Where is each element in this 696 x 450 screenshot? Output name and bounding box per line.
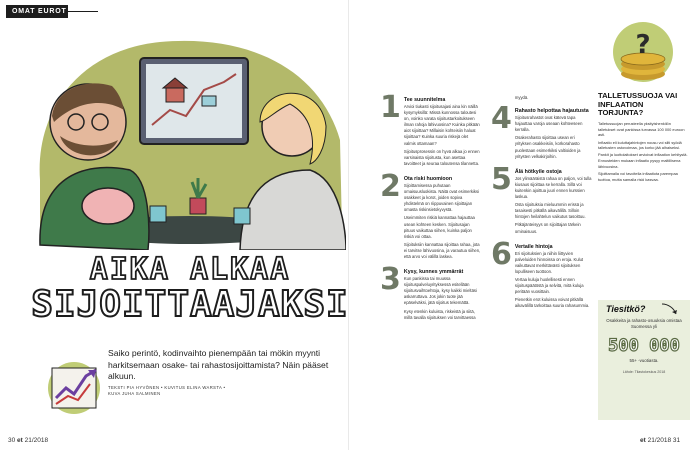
right-page-number: 31 (672, 437, 681, 444)
step-body (515, 251, 592, 310)
arrow-icon (660, 302, 680, 316)
credits-line-2: KUVA JUHA SALMINEN (108, 391, 161, 397)
headline-line-1: AIKA ALKAA (89, 252, 291, 287)
fact-box-source: Lähde: Tilastokeskus 2018 (622, 370, 666, 374)
step-title: Vertaile hintoja (514, 243, 553, 250)
step-body (515, 176, 592, 235)
step-paragraph: Osta sijoituksia mieluummin erissä ja tasaisesti pitkällä aikavälillä. Silloin hintojen heilahtelun vaikutus tasoittuu. (514, 202, 586, 220)
step-paragraph: Pienetkin erot kuluissa voivat pitkällä aikavälillä tarkoittaa suuria rahasummia. (514, 297, 590, 309)
step-number: 1 (380, 90, 401, 125)
step-body (404, 183, 481, 260)
fact-box-value: 500 000 (608, 336, 680, 356)
step-paragraph: Jos ylimääräistä rahaa on paljon, voi tulla kiusaus sijoittaa se kerralla. Sillä voi kuitenkin ajoittua juuri ennen kurssien laskua. (514, 175, 592, 200)
right-page-footer (640, 437, 680, 444)
house-icon (166, 88, 184, 102)
step-number: 3 (380, 262, 401, 298)
sidebar-paragraph: Talletussuojan perusteella yksityishenkilön talletukset ovat pankissa turvassa 100 000 euroon asti. (598, 121, 685, 138)
step-5 (491, 161, 592, 237)
step-title: Rahasto helpottaa hajautusta (514, 108, 589, 115)
step-body (404, 104, 481, 167)
right-magazine-name: et (640, 437, 646, 444)
hero-illustration (20, 30, 346, 250)
step-paragraph: Sijoittamisessa puhutaan omaisuusluokista. Näitä ovat esimerkiksi osakkeet ja korot, joiden sopiva yhdistelmä on riippuvainen sijoittajan omasta riskinsietokyvystä. (403, 182, 480, 213)
sidebar (598, 20, 688, 184)
step-title: Kysy, kunnes ymmärrät (403, 269, 464, 276)
step-paragraph: Eri sijoituksien ja niihin liittyvien palveluiden hinnoissa on eroja. Kulut vaikuttavat merkittävästi sijoituksen lopulliseen tuottoon. (514, 250, 584, 274)
step-paragraph: Sijoitusrahastot ovat kätevä tapa hajauttaa varoja useaan kohteeseen kerralla. (514, 115, 583, 133)
page-gutter (348, 0, 349, 450)
left-magazine-name: et (17, 437, 23, 444)
plant-pot (190, 198, 206, 214)
step-paragraph: Vertaa kuluja huolellisesti ennen sijoituspäätöstä ja selvitä, mitä kuluja peritään vuosittain. (514, 276, 584, 295)
sidebar-paragraph: Sijoittamalla voi tavoitella inflaatiota parempaa tuottoa, mutta samalla riski kasvaa. (598, 170, 678, 182)
lead-paragraph: Saiko perintö, kodinvaihto pienempään tai mökin myynti harkitsemaan osake- tai rahastosijoittamista? Näin pääset alkuun. (108, 348, 329, 382)
step-2 (380, 168, 481, 262)
section-rule (68, 11, 98, 12)
step-title: Tee suunnitelma (403, 97, 446, 103)
step-paragraph: Pitkäjänteisyys on sijoittajan tärkein ominaisuus. (514, 222, 581, 234)
left-page-number: 30 (8, 437, 16, 444)
step-paragraph: Kun pankissa tai muussa sijoituspalveluyrityksessä esitellään sijoitusvaihtoehtoja, kysy kaikki mieltäsi askarruttava. Jos jokin tuote jää epäselväksi, jätä sijoitus tekemättä. (403, 276, 477, 306)
step-number: 2 (380, 168, 401, 204)
step-paragraph: Useimmiten riskiä kannattaa hajauttaa usean kohteen kesken. Sijoitusajan pituus vaikuttaa siihen, kuinka paljon riskiä voi ottaa. (403, 215, 475, 239)
fact-box-note: 55+ -vuotiasta. (629, 358, 659, 363)
credits-line-1: TEKSTI PIA HYVÖNEN • KUVITUS ELINA WARSTA • (108, 385, 226, 390)
sidebar-paragraph: Pankit ja luottolaitokset arvioivat inflaation kehitystä. Ennusteiden mukaan inflaatio pysyy maltillisena lähivuosina. (598, 152, 688, 169)
step-1 (380, 90, 481, 169)
step-4 (491, 101, 592, 162)
piggy-bank (82, 188, 134, 224)
sidebar-paragraph: Inflaatio eli kuluttajahintojen nousu voi silti syödä talletusten ostovoimaa, jos korko jää alhaiseksi. (598, 139, 682, 151)
left-page-footer (8, 437, 48, 444)
mug-left (150, 206, 166, 222)
fact-box (598, 300, 690, 420)
sidebar-title: TALLETUSSUOJA VAI INFLAATION TORJUNTA? (598, 91, 678, 118)
headline-line-2: SIJOITTAAJAKSI (31, 284, 349, 325)
coin-question-icon (608, 20, 678, 88)
step-title: Ota riski huomioon (403, 175, 453, 182)
fact-box-title: Tiesitkö? (606, 304, 646, 314)
mug-right (234, 208, 250, 224)
step-paragraph: Sijoitusprosessin on hyvä alkaa jo ennen varsinaista sijoitusta, kun asettaa tavoitteet ja seuraa taloutensa tilannetta. (403, 148, 480, 166)
section-tag: OMAT EUROT (6, 5, 68, 18)
step-number: 5 (491, 161, 512, 197)
chart-arrow-illustration (38, 354, 110, 416)
step-paragraph: Sijoituksiin kannattaa sijoittaa rahaa, jota ei tarvitse lähivuosina, ja varautua siihen, että arvo voi välillä laskea. (403, 241, 481, 259)
step-number: 4 (491, 101, 512, 137)
step-title: Älä hötkyile ostoja (514, 168, 562, 175)
step-paragraph: Arvioi tiukasti sijoitusajasi aina kin näillä kysymyksillä: Missä kunnossa taloutesi on, voinko varata sijoitustarkoitukseen ilman rahoja lähivuosina? Kuinka pitkään aiot sijoittaa? Millaisin kohteisiin haluat sijoittaa? Kuinka suuria riskejä olet valmis ottamaan? (403, 104, 480, 146)
fact-box-intro: Osakkeita ja rahasto-osuuksia omistaa Suomessa yli (606, 318, 682, 330)
right-issue: 21/2018 (647, 437, 672, 444)
svg-text:?: ? (635, 30, 651, 60)
window-icon (202, 96, 216, 106)
steps-columns (380, 90, 592, 440)
tv-display (146, 64, 242, 138)
credits (108, 385, 346, 398)
headline (30, 252, 350, 325)
step-number: 6 (491, 236, 512, 272)
step-6 (491, 236, 592, 312)
step-body (515, 115, 592, 160)
sidebar-body (598, 121, 688, 182)
step-paragraph: Kysy etenkin kuluista, riskeistä ja siitä, millä tavalla sijoituksen voi tarvittaessa myydä. (403, 95, 529, 320)
left-issue: 21/2018 (24, 437, 49, 444)
step-paragraph: Osakerahasto sijoittaa usean eri yrityksen osakkeisiin, korkorahasto puolestaan esimerkiksi valtioiden ja yritysten velkakirjoihin. (514, 135, 581, 159)
